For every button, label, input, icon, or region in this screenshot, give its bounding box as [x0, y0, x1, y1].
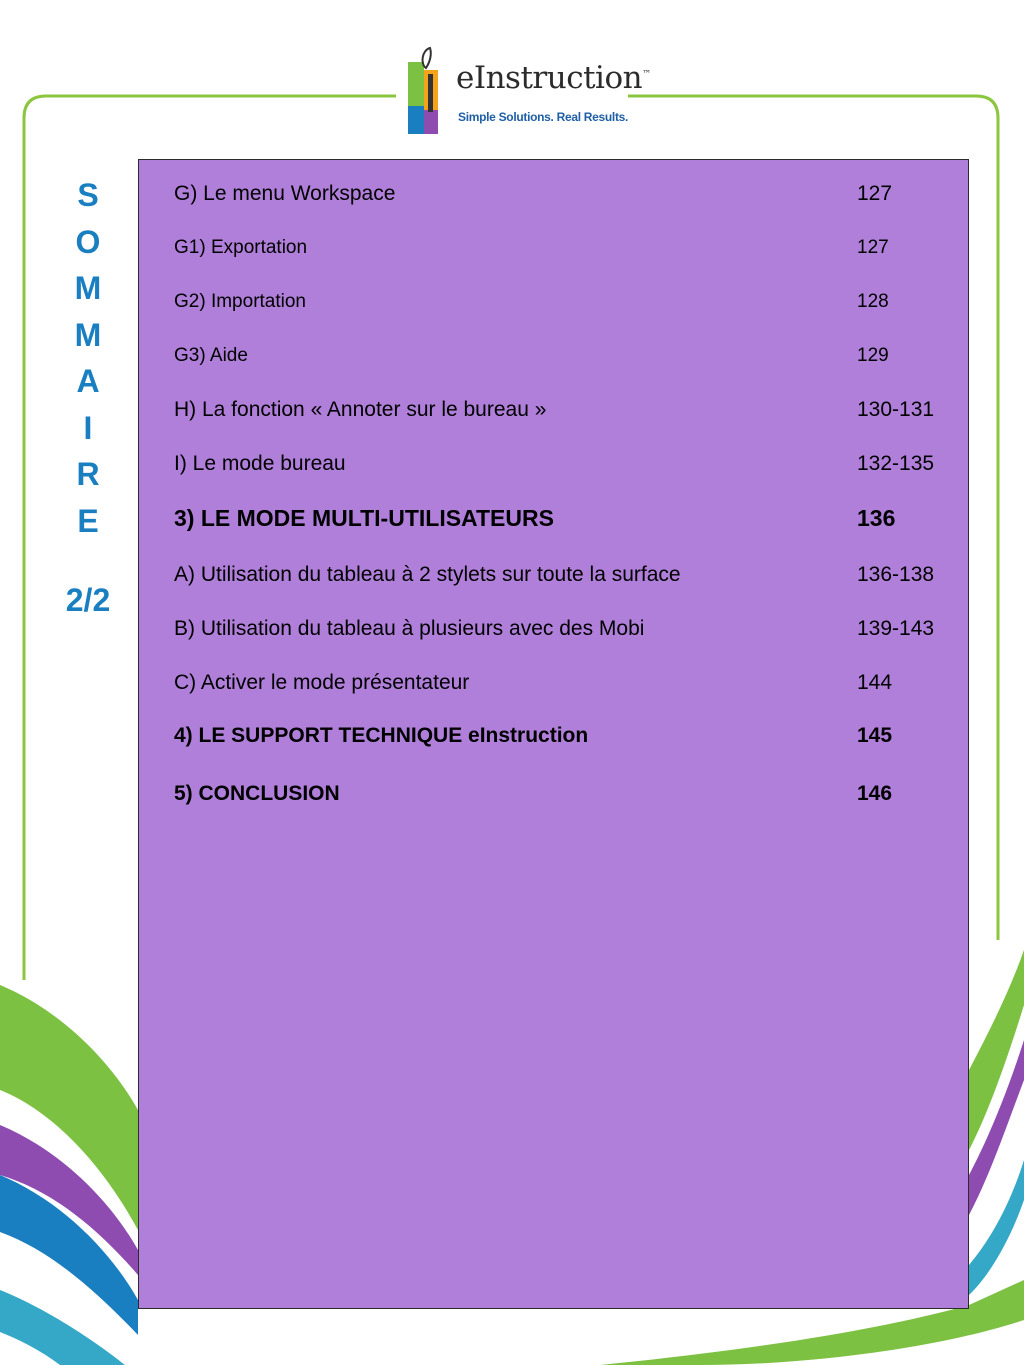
toc-entry-title: B) Utilisation du tableau à plusieurs avec des Mobi [174, 617, 645, 640]
toc-entry-page: 139-143 [857, 617, 935, 640]
toc-entry-title: G1) Exportation [174, 237, 308, 258]
toc-entry-title: G) Le menu Workspace [174, 182, 396, 205]
toc-entry-page: 136 [857, 505, 896, 531]
title-letter: S [77, 177, 99, 213]
logo-wordmark: eInstruction™ [456, 60, 651, 96]
sommaire-vertical-title [58, 172, 118, 544]
toc-entry-title: C) Activer le mode présentateur [174, 671, 470, 694]
toc-entry-title: G2) Importation [174, 291, 306, 312]
section-page-indicator: 2/2 [65, 582, 111, 618]
logo-tagline: Simple Solutions. Real Results. [458, 110, 629, 124]
toc-panel [138, 159, 969, 1309]
title-letter: A [76, 363, 100, 399]
logo-mark-icon [404, 44, 454, 140]
toc-entry-page: 127 [857, 237, 889, 258]
toc-entry-page: 129 [857, 345, 889, 366]
title-letter: M [74, 316, 102, 353]
toc-entry-title: G3) Aide [174, 345, 248, 366]
toc-entry-title: I) Le mode bureau [174, 452, 346, 475]
toc-entry-title: 3) LE MODE MULTI-UTILISATEURS [174, 505, 554, 531]
toc-entry-page: 132-135 [857, 452, 935, 475]
toc-entry-page: 130-131 [857, 398, 935, 421]
title-letter: E [77, 502, 99, 539]
toc-entry-page: 127 [857, 182, 893, 205]
title-letter: I [83, 409, 93, 446]
toc-entry-page: 144 [857, 671, 893, 694]
title-letter: R [76, 456, 100, 492]
brand-logo [404, 44, 651, 140]
toc-entry-title: 5) CONCLUSION [174, 782, 340, 805]
toc-entry-title: 4) LE SUPPORT TECHNIQUE eInstruction [174, 724, 589, 747]
toc-entry-page: 136-138 [857, 563, 935, 586]
toc-entry-page: 145 [857, 724, 893, 747]
title-letter: O [75, 223, 101, 260]
toc-entry-page: 146 [857, 782, 893, 805]
title-letter: M [74, 270, 102, 306]
toc-entry-title: A) Utilisation du tableau à 2 stylets sur toute la surface [174, 563, 681, 586]
toc-entry-title: H) La fonction « Annoter sur le bureau » [174, 398, 547, 421]
toc-entry-page: 128 [857, 291, 889, 312]
